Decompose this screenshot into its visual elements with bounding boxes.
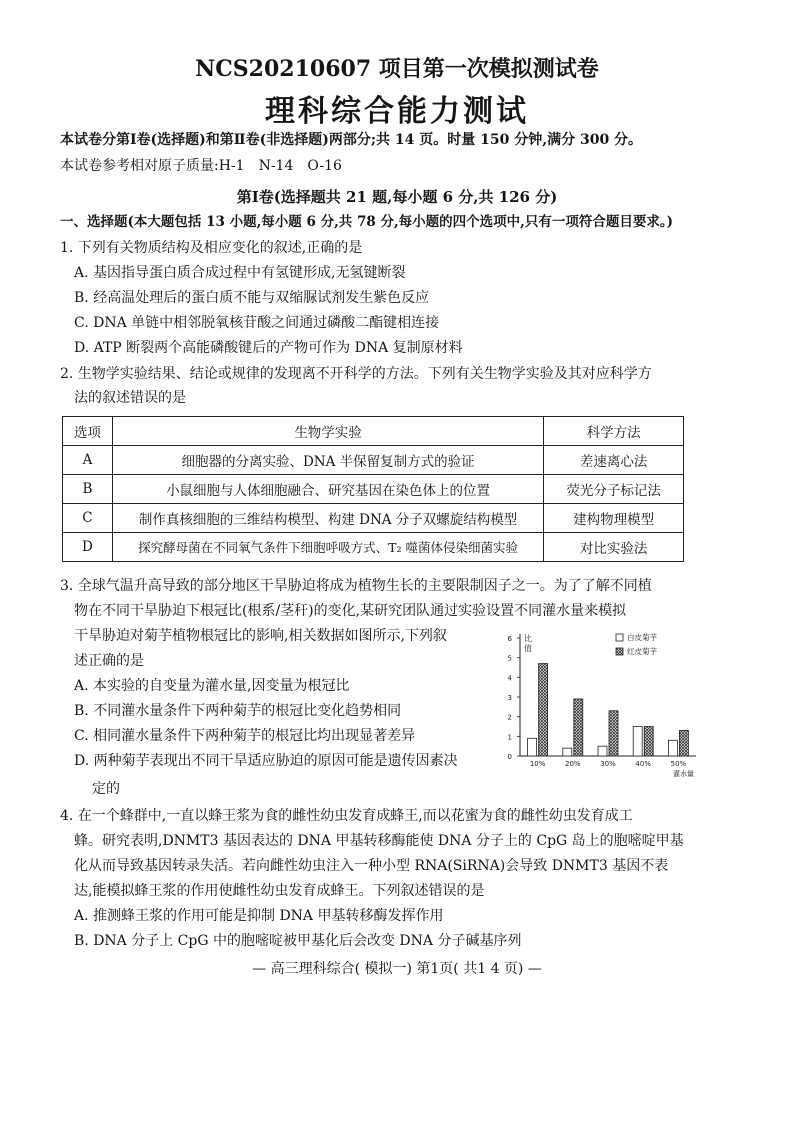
y-tick-label: 1	[507, 733, 512, 742]
table-cell: A	[63, 446, 113, 475]
y-tick-label: 0	[507, 753, 512, 761]
q3-option-a: A. 本实验的自变量为灌水量,因变量为根冠比	[74, 678, 350, 694]
q3-option-d: D. 两种菊芋表现出不同干旱适应胁迫的原因可能是遗传因素决	[74, 753, 458, 769]
bar-red-skin	[644, 727, 653, 757]
table-header-cell: 科学方法	[544, 417, 684, 446]
table-cell: D	[63, 533, 113, 562]
q3-stem-line4: 述正确的是	[74, 653, 144, 669]
bar-red-skin	[609, 711, 618, 756]
table-cell: 差速离心法	[544, 446, 684, 475]
bar-white-skin	[528, 738, 537, 756]
q4-option-a: A. 推测蜂王浆的作用可能是抑制 DNA 甲基转移酶发挥作用	[74, 908, 444, 924]
q4-option-b: B. DNA 分子上 CpG 中的胞嘧啶被甲基化后会改变 DNA 分子碱基序列	[74, 933, 522, 949]
q4-stem-line3: 化从而导致基因转录失活。若向雌性幼虫注入一种小型 RNA(SiRNA)会导致 DNMT3 基因不表	[74, 858, 669, 874]
q2-stem-line1: 2. 生物学实验结果、结论或规律的发现离不开科学的方法。下列有关生物学实验及其对应科学方	[60, 366, 652, 382]
legend-swatch	[616, 634, 623, 641]
bar-white-skin	[598, 746, 607, 756]
table-row	[63, 504, 684, 533]
page-footer: — 高三理科综合( 模拟一) 第1页( 共1 4 页) —	[252, 961, 542, 977]
bar-red-skin	[679, 730, 688, 756]
x-tick-label: 30%	[600, 760, 616, 768]
table-header-row	[63, 417, 684, 446]
table-cell: 探究酵母菌在不同氧气条件下细胞呼吸方式、T₂ 噬菌体侵染细菌实验	[112, 533, 543, 562]
table-header-cell: 生物学实验	[112, 417, 543, 446]
table-cell: 建构物理模型	[544, 504, 684, 533]
legend-label: 白皮菊芋	[627, 633, 657, 642]
bar-red-skin	[539, 664, 548, 756]
bar-red-skin	[574, 699, 583, 756]
q3-stem-line3: 干旱胁迫对菊芋植物根冠比的影响,相关数据如图所示,下列叙	[74, 628, 447, 644]
x-tick-label: 40%	[635, 760, 651, 768]
table-row	[63, 446, 684, 475]
bar-white-skin	[668, 740, 677, 756]
bar-white-skin	[633, 727, 642, 757]
exam-intro-2: 本试卷参考相对原子质量:H-1 N-14 O-16	[60, 158, 342, 174]
q1-option-c: C. DNA 单链中相邻脱氧核苷酸之间通过磷酸二酯键相连接	[74, 315, 440, 331]
y-tick-label: 5	[507, 654, 512, 663]
exam-series-title: NCS20210607 项目第一次模拟测试卷	[195, 56, 599, 82]
q4-stem-line1: 4. 在一个蜂群中,一直以蜂王浆为食的雌性幼虫发育成蜂王,而以花蜜为食的雌性幼虫发育成工	[60, 808, 633, 824]
y-tick-label: 4	[507, 674, 512, 683]
q1-stem: 1. 下列有关物质结构及相应变化的叙述,正确的是	[60, 240, 363, 256]
table-cell: 制作真核细胞的三维结构模型、构建 DNA 分子双螺旋结构模型	[112, 504, 543, 533]
exam-intro-1: 本试卷分第Ⅰ卷(选择题)和第Ⅱ卷(非选择题)两部分;共 14 页。时量 150 分钟,满分 300 分。	[60, 132, 643, 148]
q2-stem-line2: 法的叙述错误的是	[74, 390, 186, 406]
y-tick-label: 6	[507, 635, 512, 643]
q1-option-d: D. ATP 断裂两个高能磷酸键后的产物可作为 DNA 复制原材料	[74, 340, 463, 356]
q3-stem-line2: 物在不同干旱胁迫下根冠比(根系/茎秆)的变化,某研究团队通过实验设置不同灌水量来模拟	[74, 603, 627, 619]
q3-stem-line1: 3. 全球气温升高导致的部分地区干旱胁迫将成为植物生长的主要限制因子之一。为了了解不同植	[60, 578, 652, 594]
q4-stem-line4: 达,能模拟蜂王浆的作用使雌性幼虫发育成蜂王。下列叙述错误的是	[74, 883, 485, 899]
x-tick-label: 20%	[565, 760, 581, 768]
q1-option-b: B. 经高温处理后的蛋白质不能与双缩脲试剂发生紫色反应	[74, 290, 430, 306]
table-row	[63, 533, 684, 562]
bar-white-skin	[563, 748, 572, 756]
q3-option-d-continued: 定的	[92, 781, 120, 797]
table-header-cell: 选项	[63, 417, 113, 446]
root-shoot-ratio-chart	[500, 628, 704, 778]
q2-table	[62, 416, 684, 562]
x-axis-label: 灌水量	[673, 770, 694, 778]
exam-subject-title: 理科综合能力测试	[265, 94, 529, 129]
legend-swatch	[616, 648, 623, 655]
table-cell: B	[63, 475, 113, 504]
x-tick-label: 50%	[670, 760, 687, 768]
q1-option-a: A. 基因指导蛋白质合成过程中有氢键形成,无氢键断裂	[74, 265, 406, 281]
section-title: 第Ⅰ卷(选择题共 21 题,每小题 6 分,共 126 分)	[236, 188, 558, 206]
y-tick-label: 2	[507, 713, 512, 722]
table-cell: 细胞器的分离实验、DNA 半保留复制方式的验证	[112, 446, 543, 475]
y-tick-label: 3	[507, 694, 512, 702]
x-tick-label: 10%	[529, 760, 546, 768]
table-cell: 小鼠细胞与人体细胞融合、研究基因在染色体上的位置	[112, 475, 543, 504]
q4-stem-line2: 蜂。研究表明,DNMT3 基因表达的 DNA 甲基转移酶能使 DNA 分子上的 CpG 岛上的胞嘧啶甲基	[74, 833, 684, 849]
y-axis-label-top: 比	[524, 634, 532, 643]
part-heading: 一、选择题(本大题包括 13 小题,每小题 6 分,共 78 分,每小题的四个选项中,只有一项符合题目要求。)	[60, 214, 673, 230]
table-row	[63, 475, 684, 504]
q3-option-b: B. 不同灌水量条件下两种菊芋的根冠比变化趋势相同	[74, 703, 402, 719]
y-axis-label-bottom: 值	[524, 644, 532, 653]
q3-option-c: C. 相同灌水量条件下两种菊芋的根冠比均出现显著差异	[74, 728, 416, 744]
table-cell: 对比实验法	[544, 533, 684, 562]
table-cell: 荧光分子标记法	[544, 475, 684, 504]
table-cell: C	[63, 504, 113, 533]
legend-label: 红皮菊芋	[627, 647, 657, 656]
